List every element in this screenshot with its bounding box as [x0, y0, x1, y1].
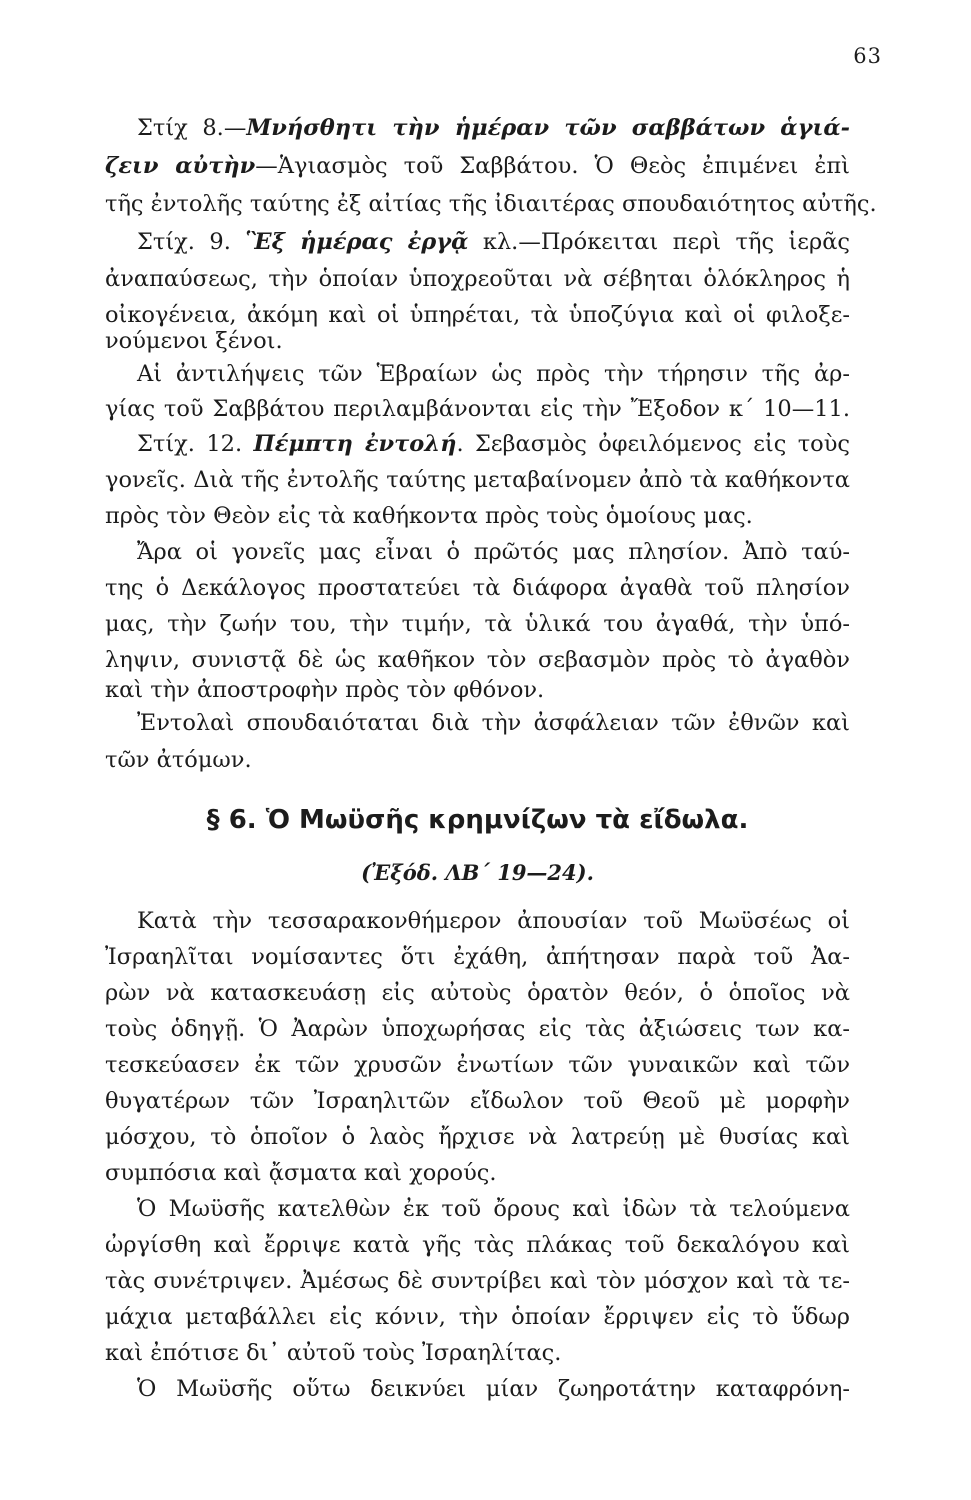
text-line: οἰκογένεια, ἀκόμη καὶ οἱ ὑπηρέται, τὰ ὑποζύγια καὶ οἱ φιλοξε-	[105, 302, 850, 328]
page-number: 63	[853, 44, 882, 68]
text-line: Στίχ 8.—Μνήσθητι τὴν ἡμέραν τῶν σαββάτων ἁγιά-	[137, 115, 850, 141]
text-line: Ὁ Μωϋσῆς οὕτω δεικνύει μίαν ζωηροτάτην καταφρόνη-	[137, 1376, 850, 1402]
text-line: νούμενοι ξένοι.	[105, 328, 283, 354]
text-line: Στίχ. 12. Πέμπτη ἐντολή. Σεβασμὸς ὀφειλόμενος εἰς τοὺς	[137, 431, 850, 457]
text-line: γονεῖς. Διὰ τῆς ἐντολῆς ταύτης μεταβαίνομεν ἀπὸ τὰ καθήκοντα	[105, 467, 850, 493]
text-line: ζειν αὐτὴν—Ἁγιασμὸς τοῦ Σαββάτου. Ὁ Θεὸς ἐπιμένει ἐπὶ	[105, 153, 851, 179]
text-line: συμπόσια καὶ ᾄσματα καὶ χορούς.	[105, 1160, 497, 1186]
text-line: μόσχου, τὸ ὁποῖον ὁ λαὸς ἤρχισε νὰ λατρεύῃ μὲ θυσίας καὶ	[105, 1124, 850, 1150]
text-line: τεσκεύασεν ἐκ τῶν χρυσῶν ἐνωτίων τῶν γυναικῶν καὶ τῶν	[105, 1052, 850, 1078]
text-line: θυγατέρων τῶν Ἰσραηλιτῶν εἴδωλον τοῦ Θεοῦ μὲ μορφὴν	[105, 1088, 850, 1114]
text-line: γίας τοῦ Σαββάτου περιλαμβάνονται εἰς τὴν Ἔξοδον κ΄ 10—11.	[105, 396, 850, 422]
text-line: τοὺς ὁδηγῇ. Ὁ Ἀαρὼν ὑποχωρήσας εἰς τὰς ἀξιώσεις των κα-	[105, 1016, 850, 1042]
text-line: μας, τὴν ζωήν του, τὴν τιμήν, τὰ ὑλικά του ἀγαθά, τὴν ὑπό-	[105, 611, 850, 637]
text-line: μάχια μεταβάλλει εἰς κόνιν, τὴν ὁποίαν ἔρριψεν εἰς τὸ ὕδωρ	[105, 1304, 850, 1330]
text-line: ληψιν, συνιστᾷ δὲ ὡς καθῆκον τὸν σεβασμὸν πρὸς τὸ ἀγαθὸν	[105, 647, 850, 673]
section-reference: (Ἐξόδ. ΛΒ΄ 19—24).	[361, 860, 594, 885]
text-line: ρὼν νὰ κατασκευάσῃ εἰς αὐτοὺς ὁρατὸν θεόν, ὁ ὁποῖος νὰ	[105, 980, 850, 1006]
text-line: τὰς συνέτριψεν. Ἀμέσως δὲ συντρίβει καὶ τὸν μόσχον καὶ τὰ τε-	[105, 1268, 850, 1294]
text-line: Ἰσραηλῖται νομίσαντες ὅτι ἐχάθη, ἀπήτησαν παρὰ τοῦ Ἀα-	[105, 944, 850, 970]
text-line: Ἄρα οἱ γονεῖς μας εἶναι ὁ πρῶτός μας πλησίον. Ἀπὸ ταύ-	[137, 539, 850, 565]
section-heading: § 6. Ὁ Μωϋσῆς κρημνίζων τὰ εἴδωλα.	[206, 805, 749, 835]
text-line: Ὁ Μωϋσῆς κατελθὼν ἐκ τοῦ ὄρους καὶ ἰδὼν τὰ τελούμενα	[137, 1196, 850, 1222]
text-line: Ἐντολαὶ σπουδαιόταται διὰ τὴν ἀσφάλειαν τῶν ἐθνῶν καὶ	[137, 710, 850, 736]
text-line: πρὸς τὸν Θεὸν εἰς τὰ καθήκοντα πρὸς τοὺς ὁμοίους μας.	[105, 503, 753, 529]
text-line: καὶ τὴν ἀποστροφὴν πρὸς τὸν φθόνον.	[105, 677, 545, 703]
text-line: ἀναπαύσεως, τὴν ὁποίαν ὑποχρεοῦται νὰ σέβηται ὁλόκληρος ἡ	[105, 266, 850, 292]
text-line: ὠργίσθη καὶ ἔρριψε κατὰ γῆς τὰς πλάκας τοῦ δεκαλόγου καὶ	[105, 1232, 850, 1258]
text-line: της ὁ Δεκάλογος προστατεύει τὰ διάφορα ἀγαθὰ τοῦ πλησίον	[105, 575, 850, 601]
text-line: Στίχ. 9. Ἓξ ἡμέρας ἐργᾷ κλ.—Πρόκειται περὶ τῆς ἱερᾶς	[137, 229, 850, 255]
text-line: Κατὰ τὴν τεσσαρακονθήμερον ἀπουσίαν τοῦ Μωϋσέως οἱ	[137, 908, 850, 934]
text-line: τῶν ἀτόμων.	[105, 747, 252, 773]
text-line: καὶ ἐπότισε δι᾽ αὐτοῦ τοὺς Ἰσραηλίτας.	[105, 1340, 562, 1366]
text-line: τῆς ἐντολῆς ταύτης ἐξ αἰτίας τῆς ἰδιαιτέρας σπουδαιότητος αὐτῆς.	[105, 191, 877, 217]
text-line: Αἱ ἀντιλήψεις τῶν Ἑβραίων ὡς πρὸς τὴν τήρησιν τῆς ἀρ-	[137, 361, 850, 387]
